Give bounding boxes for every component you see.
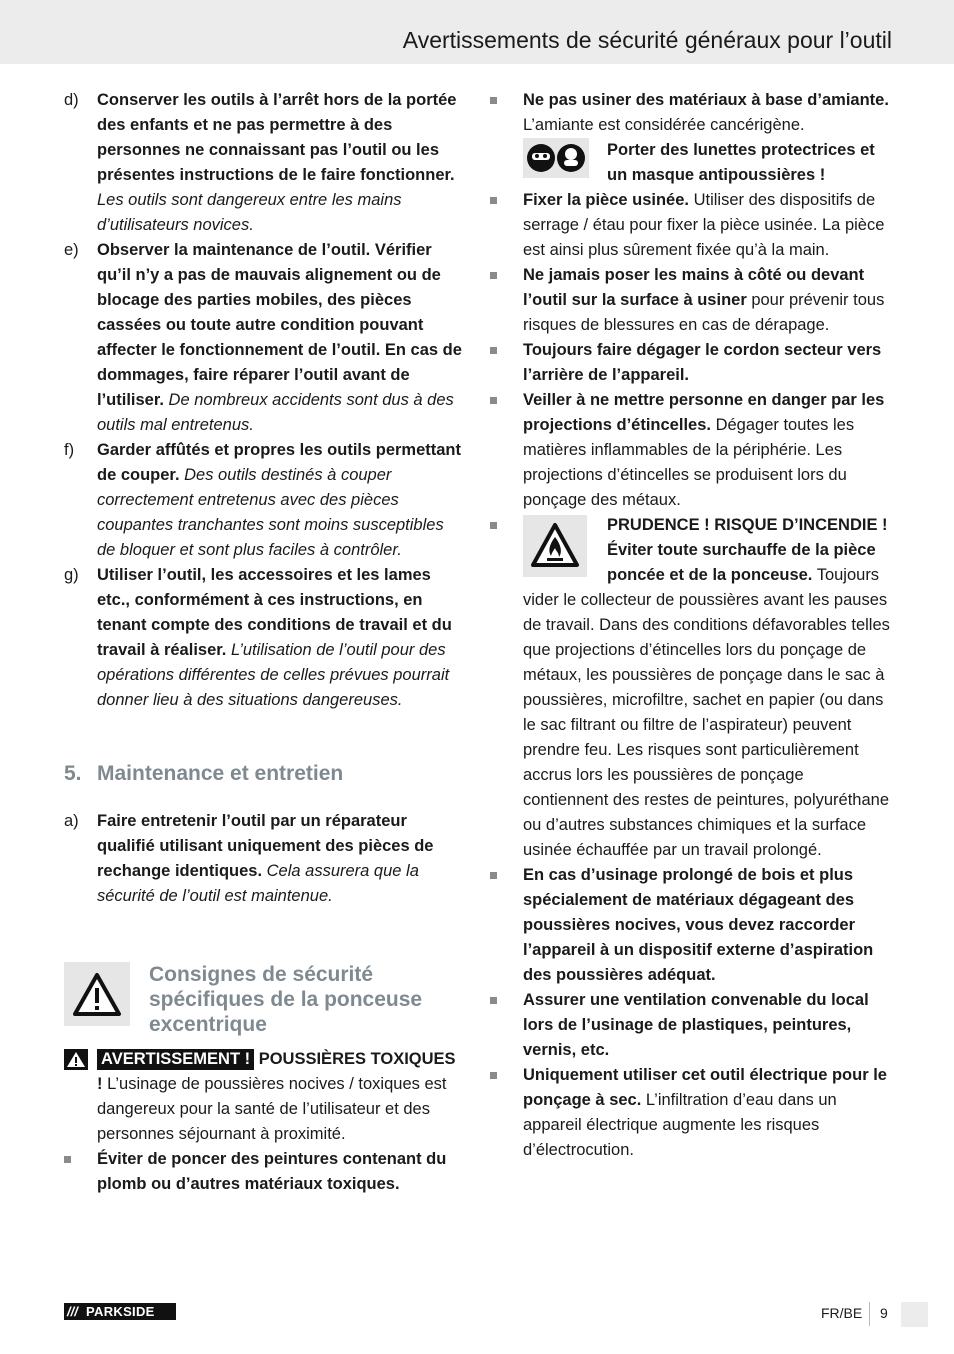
bullet-square-icon [490,397,497,404]
bullet-bold-text: Éviter de poncer des peintures contenant du plomb ou d’autres matériaux toxiques. [97,1150,447,1193]
item-italic-text: Des outils destinés à couper correctement entretenus avec des pièces coupantes tranchantes sont moins susceptibles de bloquer et sont plus faciles à contrôler. [97,466,444,559]
bullet-item [490,1063,890,1163]
item-bold-text: Conserver les outils à l’arrêt hors de la portée des enfants et ne pas permettre à des personnes ne connaissant pas l’outil ou les présentes instructions de le faire fonctionner. [97,91,457,184]
warning-item [64,1047,464,1147]
left-column [64,88,464,1197]
list-item [64,563,464,713]
page-title: Avertissements de sécurité généraux pour l’outil [402,27,892,53]
bullet-bold-text: Ne pas usiner des matériaux à base d’amiante. [523,91,889,109]
footer-divider [869,1302,870,1326]
bullet-item [490,388,890,513]
bullet-square-icon [490,872,497,879]
safety-instructions-title: Consignes de sécurité spécifiques de la ponceuse excentrique [149,963,423,1036]
logo-stripes-icon: /// [67,1304,78,1319]
bullet-bold-text: Uniquement utiliser cet outil électrique pour le ponçage à sec. [523,1066,887,1109]
item-italic-text: Les outils sont dangereux entre les mains d’utilisateurs novices. [97,191,402,234]
footer-tab [901,1302,928,1327]
goggles-and-mask-icon [523,138,589,178]
warning-triangle-icon [64,962,130,1026]
warning-bold-text: POUSSIÈRES TOXIQUES ! [97,1050,456,1093]
section-number: 5. [64,762,82,785]
bullet-item [490,988,890,1063]
bullet-square-icon [490,97,497,104]
list-item [64,809,464,909]
bullet-item [490,88,890,138]
warning-label: AVERTISSEMENT ! [97,1049,254,1070]
bullet-item [490,863,890,988]
warning-text: L’usinage de poussières nocives / toxiques est dangereux pour la santé de l’utilisateur et des personnes séjournant à proximité. [97,1075,447,1143]
warning-small-icon [64,1049,88,1078]
section-heading [64,760,464,788]
bullet-bold-text: Fixer la pièce usinée. [523,191,689,209]
item-bold-text: Faire entretenir l’outil par un réparateur qualifié utilisant uniquement des pièces de rechange identiques. [97,812,434,880]
list-item [64,238,464,438]
bullet-text: pour prévenir tous risques de blessures en cas de dérapage. [523,291,885,334]
language-code: FR/BE [821,1305,863,1321]
bullet-bold-text: PRUDENCE ! RISQUE D’INCENDIE ! Éviter toute surchauffe de la pièce poncée et de la ponceuse. [607,516,888,584]
bullet-text: Utiliser des dispositifs de serrage / étau pour fixer la pièce usinée. La pièce est ainsi plus sûrement fixée qu’à la main. [523,191,885,259]
bullet-square-icon [64,1156,71,1163]
bullet-bold-text: Toujours faire dégager le cordon secteur vers l’arrière de l’appareil. [523,341,882,384]
bullet-item [490,263,890,338]
bullet-item [490,188,890,263]
bullet-square-icon [490,1072,497,1079]
logo-brand-text: PARKSIDE [86,1304,155,1319]
list-marker: a) [64,812,79,830]
parkside-logo [64,1303,176,1320]
bullet-item [64,1147,464,1197]
bullet-square-icon [490,197,497,204]
list-marker: g) [64,566,79,584]
bullet-item-fire [490,513,890,863]
bullet-bold-text: Assurer une ventilation convenable du local lors de l’usinage de plastiques, peintures, vernis, etc. [523,991,869,1059]
item-italic-text: L’utilisation de l’outil pour des opérations différentes de celles prévues pourrait donner lieu à des situations dangereuses. [97,641,450,709]
list-marker: f) [64,441,75,459]
bullet-text: Toujours vider le collecteur de poussières avant les pauses de travail. Dans des conditions défavorables telles que projections d’étincelles lors du ponçage de métaux, les poussières de ponçage dans le sac à poussières, microfiltre, sachet en papier (ou dans le sac filtrant ou filtre de l’aspirateur) peuvent prendre feu. Les risques sont particulièrement accrus lors les poussières de ponçage contiennent des restes de peintures, polyuréthane ou d’autres substances chimiques et la surface usinée échauffée par un travail prolongé. [523,566,890,859]
bullet-text: Dégager toutes les matières inflammables de la périphérie. Les projections d’étincelles se produisent lors du ponçage des métaux. [523,416,855,509]
item-italic-text: Cela assurera que la sécurité de l’outil est maintenue. [97,862,419,905]
right-column [490,88,890,1163]
list-item [64,438,464,563]
list-marker: e) [64,241,79,259]
safety-instructions-heading [64,962,464,1047]
page-number: 9 [880,1305,888,1321]
item-bold-text: Utiliser l’outil, les accessoires et les lames etc., conformément à ces instructions, en tenant compte des conditions de travail et du travail à réaliser. [97,566,452,659]
item-italic-text: De nombreux accidents sont dus à des outils mal entretenus. [97,391,454,434]
list-marker: d) [64,91,79,109]
ppe-note-text: Porter des lunettes protectrices et un masque antipoussières ! [607,141,875,184]
bullet-square-icon [490,272,497,279]
bullet-square-icon [490,997,497,1004]
list-item [64,88,464,238]
bullet-item [490,338,890,388]
bullet-text: L’infiltration d’eau dans un appareil électrique augmente les risques d’électrocution. [523,1091,837,1159]
fire-hazard-icon [523,515,587,577]
bullet-square-icon [490,522,497,529]
item-bold-text: Garder affûtés et propres les outils permettant de couper. [97,441,462,484]
bullet-bold-text: Veiller à ne mettre personne en danger par les projections d’étincelles. [523,391,885,434]
item-bold-text: Observer la maintenance de l’outil. Vérifier qu’il n’y a pas de mauvais alignement ou de blocage des parties mobiles, des pièces cassées ou toute autre condition pouvant affecter le fonctionnement de l’outil. En cas de dommages, faire réparer l’outil avant de l’utiliser. [97,241,462,409]
section-title-text: Maintenance et entretien [97,762,344,785]
ppe-note [490,138,890,188]
bullet-bold-text: En cas d’usinage prolongé de bois et plus spécialement de matériaux dégageant des poussières nocives, vous devez raccorder l’appareil à un dispositif externe d’aspiration des poussières adéquat. [523,866,874,984]
bullet-bold-text: Ne jamais poser les mains à côté ou devant l’outil sur la surface à usiner [523,266,865,309]
bullet-square-icon [490,347,497,354]
bullet-text: L’amiante est considérée cancérigène. [523,116,805,134]
